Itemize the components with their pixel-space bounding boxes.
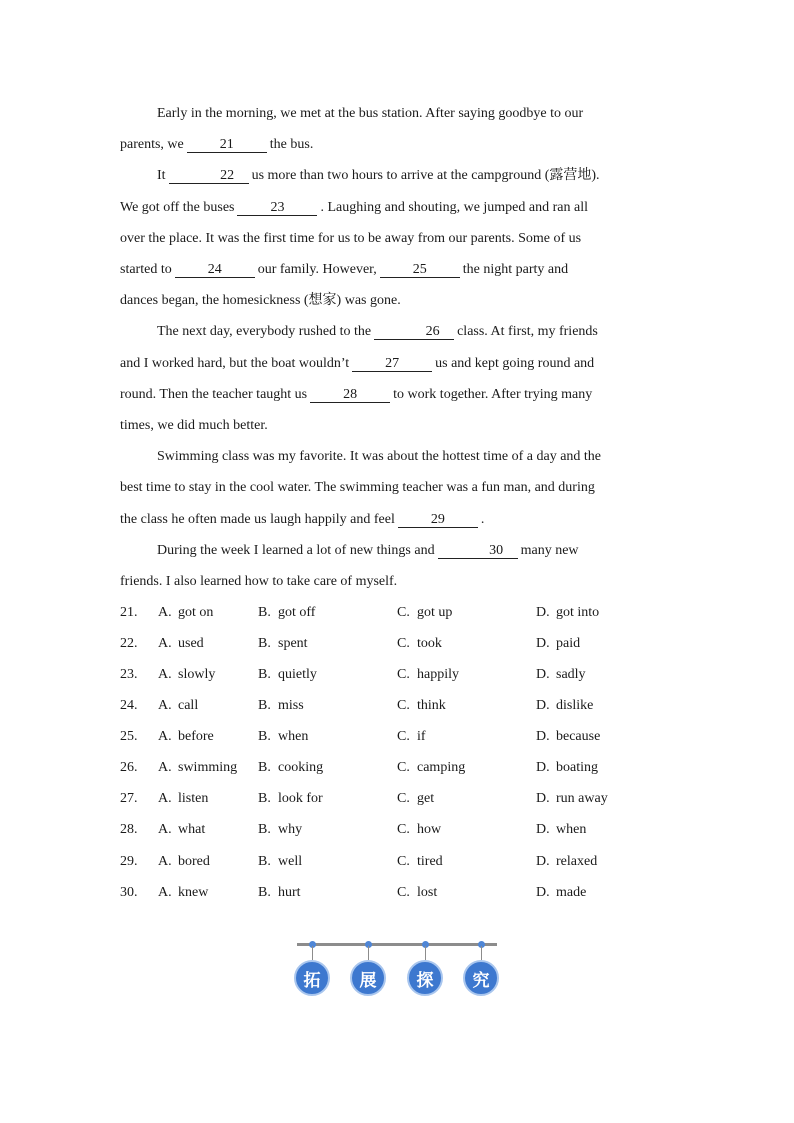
option-letter: D. (536, 698, 550, 714)
option-letter: D. (536, 822, 550, 838)
answer-option (158, 760, 258, 776)
passage-text: dances began, the homesickness (想家) was gone. (120, 293, 401, 309)
answer-option (536, 729, 656, 745)
answer-option (258, 667, 397, 683)
banner-stem (481, 946, 482, 960)
blank-22: 22 (169, 168, 249, 184)
answer-option (536, 760, 656, 776)
question-number: 24. (120, 698, 138, 714)
answer-option (258, 636, 397, 652)
answer-option (258, 729, 397, 745)
banner-char-4: 究 (463, 960, 499, 996)
option-text: dislike (556, 698, 594, 714)
answer-option (536, 854, 656, 870)
option-text: sadly (556, 666, 586, 682)
option-text: quietly (278, 666, 317, 682)
option-text: lost (417, 884, 438, 900)
answer-option (158, 636, 258, 652)
passage-text: Early in the morning, we met at the bus station. After saying goodbye to our (157, 106, 584, 121)
passage-text: . (480, 511, 485, 527)
question-row (120, 691, 662, 722)
option-letter: C. (397, 884, 410, 900)
passage-paragraph-4 (120, 441, 662, 535)
option-letter: A. (158, 853, 172, 869)
passage-text: and I worked hard, but the boat wouldn’t (120, 355, 350, 371)
option-text: swimming (178, 760, 238, 776)
passage-text: The next day, everybody rushed to the (157, 324, 372, 340)
question-row (120, 784, 662, 815)
option-letter: D. (536, 729, 550, 745)
answer-option (536, 822, 656, 838)
answer-option (536, 885, 656, 901)
banner-stem (368, 946, 369, 960)
passage-paragraph-2 (120, 160, 662, 316)
question-number: 25. (120, 729, 138, 745)
answer-option (397, 605, 536, 621)
passage-text: the class he often made us laugh happily and feel (120, 511, 395, 527)
blank-29: 29 (398, 512, 478, 528)
option-text: listen (178, 791, 209, 807)
option-text: got on (178, 604, 214, 620)
banner-stem (312, 946, 313, 960)
passage-text: to work together. After trying many (393, 386, 593, 402)
option-text: bored (178, 853, 210, 869)
option-text: run away (556, 791, 608, 807)
blank-26: 26 (374, 324, 454, 340)
question-row (120, 815, 662, 846)
passage-text: our family. However, (257, 262, 377, 278)
option-text: cooking (278, 760, 324, 776)
option-text: how (417, 822, 442, 838)
option-text: knew (178, 884, 209, 900)
option-letter: B. (258, 822, 271, 838)
option-letter: A. (158, 884, 172, 900)
blank-25: 25 (380, 262, 460, 278)
option-letter: B. (258, 853, 271, 869)
option-text: before (178, 729, 214, 745)
passage-text: We got off the buses (120, 199, 235, 215)
answer-option (258, 885, 397, 901)
answer-option (158, 854, 258, 870)
option-letter: A. (158, 635, 172, 651)
option-letter: A. (158, 729, 172, 745)
answer-option (536, 605, 656, 621)
option-text: get (417, 791, 435, 807)
answer-option (158, 698, 258, 714)
option-text: when (556, 822, 587, 838)
option-letter: D. (536, 884, 550, 900)
option-text: look for (278, 791, 323, 807)
option-letter: B. (258, 604, 271, 620)
answer-option (397, 822, 536, 838)
answer-option (258, 760, 397, 776)
option-text: what (178, 822, 206, 838)
option-text: used (178, 635, 204, 651)
question-options (120, 597, 662, 908)
blank-21: 21 (187, 137, 267, 153)
passage-text: It (157, 168, 166, 184)
option-letter: B. (258, 666, 271, 682)
banner-line (297, 943, 497, 946)
blank-24: 24 (175, 262, 255, 278)
worksheet-page (120, 98, 662, 908)
option-text: camping (417, 760, 466, 776)
blank-30: 30 (438, 543, 518, 559)
option-text: made (556, 884, 587, 900)
option-letter: A. (158, 822, 172, 838)
option-letter: D. (536, 604, 550, 620)
option-letter: D. (536, 853, 550, 869)
option-text: why (278, 822, 303, 838)
option-letter: C. (397, 791, 410, 807)
banner-char-1: 拓 (294, 960, 330, 996)
explore-banner (293, 938, 503, 1000)
option-text: because (556, 729, 601, 745)
option-text: hurt (278, 884, 301, 900)
answer-option (158, 605, 258, 621)
option-text: took (417, 635, 442, 651)
option-text: relaxed (556, 853, 598, 869)
option-text: got into (556, 604, 600, 620)
option-letter: A. (158, 666, 172, 682)
passage-text: During the week I learned a lot of new things and (157, 542, 435, 558)
blank-23: 23 (237, 200, 317, 216)
passage-text: started to (120, 262, 172, 278)
question-number: 27. (120, 791, 138, 807)
answer-option (397, 667, 536, 683)
option-letter: D. (536, 791, 550, 807)
option-text: tired (417, 853, 443, 869)
answer-option (258, 605, 397, 621)
option-text: got off (278, 604, 316, 620)
passage-paragraph-3 (120, 316, 662, 441)
option-text: if (417, 729, 426, 745)
question-number: 29. (120, 853, 138, 869)
option-letter: A. (158, 760, 172, 776)
option-letter: C. (397, 698, 410, 714)
question-row (120, 628, 662, 659)
blank-28: 28 (310, 387, 390, 403)
option-letter: D. (536, 666, 550, 682)
option-letter: B. (258, 729, 271, 745)
answer-option (258, 698, 397, 714)
passage-paragraph-5 (120, 535, 662, 597)
option-text: got up (417, 604, 453, 620)
option-letter: C. (397, 666, 410, 682)
passage-text: friends. I also learned how to take care of myself. (120, 574, 398, 590)
banner-stem (425, 946, 426, 960)
option-letter: D. (536, 635, 550, 651)
question-number: 22. (120, 635, 138, 651)
option-letter: D. (536, 760, 550, 776)
answer-option (397, 854, 536, 870)
answer-option (158, 667, 258, 683)
option-text: happily (417, 666, 459, 682)
option-text: well (278, 853, 303, 869)
answer-option (158, 729, 258, 745)
option-letter: C. (397, 604, 410, 620)
passage-text: best time to stay in the cool water. The swimming teacher was a fun man, and during (120, 480, 595, 496)
answer-option (536, 698, 656, 714)
passage-text: times, we did much better. (120, 418, 268, 434)
answer-option (397, 729, 536, 745)
option-letter: A. (158, 698, 172, 714)
option-letter: A. (158, 791, 172, 807)
answer-option (397, 885, 536, 901)
answer-option (397, 698, 536, 714)
question-row (120, 597, 662, 628)
option-text: boating (556, 760, 598, 776)
answer-option (258, 791, 397, 807)
option-letter: C. (397, 822, 410, 838)
passage-text: us more than two hours to arrive at the campground (露营地). (251, 168, 600, 184)
question-number: 28. (120, 822, 138, 838)
option-text: spent (278, 635, 308, 651)
option-text: call (178, 698, 199, 714)
question-row (120, 877, 662, 908)
passage-text: the bus. (269, 137, 314, 153)
passage-text: the night party and (462, 262, 569, 278)
option-letter: B. (258, 884, 271, 900)
passage-text: Swimming class was my favorite. It was about the hottest time of a day and the (157, 449, 602, 465)
passage-text: round. Then the teacher taught us (120, 386, 308, 402)
answer-option (258, 854, 397, 870)
answer-option (397, 636, 536, 652)
question-row (120, 846, 662, 877)
passage-text: many new (520, 542, 579, 558)
option-letter: C. (397, 635, 410, 651)
option-text: think (417, 698, 446, 714)
banner-char-3: 探 (407, 960, 443, 996)
passage-text: . Laughing and shouting, we jumped and ran all (320, 199, 588, 215)
question-number: 26. (120, 760, 138, 776)
question-row (120, 753, 662, 784)
question-number: 21. (120, 604, 138, 620)
answer-option (536, 791, 656, 807)
answer-option (397, 760, 536, 776)
blank-27: 27 (352, 356, 432, 372)
answer-option (158, 791, 258, 807)
question-number: 23. (120, 666, 138, 682)
option-letter: C. (397, 729, 410, 745)
answer-option (158, 822, 258, 838)
option-letter: C. (397, 760, 410, 776)
option-letter: B. (258, 760, 271, 776)
option-text: miss (278, 698, 304, 714)
answer-option (536, 636, 656, 652)
banner-char-2: 展 (350, 960, 386, 996)
answer-option (536, 667, 656, 683)
option-letter: A. (158, 604, 172, 620)
option-letter: B. (258, 635, 271, 651)
question-row (120, 659, 662, 690)
passage-paragraph-1 (120, 98, 662, 160)
option-letter: B. (258, 791, 271, 807)
option-text: when (278, 729, 309, 745)
option-letter: C. (397, 853, 410, 869)
answer-option (397, 791, 536, 807)
option-letter: B. (258, 698, 271, 714)
answer-option (258, 822, 397, 838)
option-text: slowly (178, 666, 216, 682)
option-text: paid (556, 635, 581, 651)
passage-text: parents, we (120, 137, 184, 153)
passage-text: us and kept going round and (435, 355, 595, 371)
passage-text: over the place. It was the first time for us to be away from our parents. Some of us (120, 230, 582, 246)
passage-text: class. At first, my friends (457, 324, 598, 340)
answer-option (158, 885, 258, 901)
question-row (120, 722, 662, 753)
question-number: 30. (120, 884, 138, 900)
